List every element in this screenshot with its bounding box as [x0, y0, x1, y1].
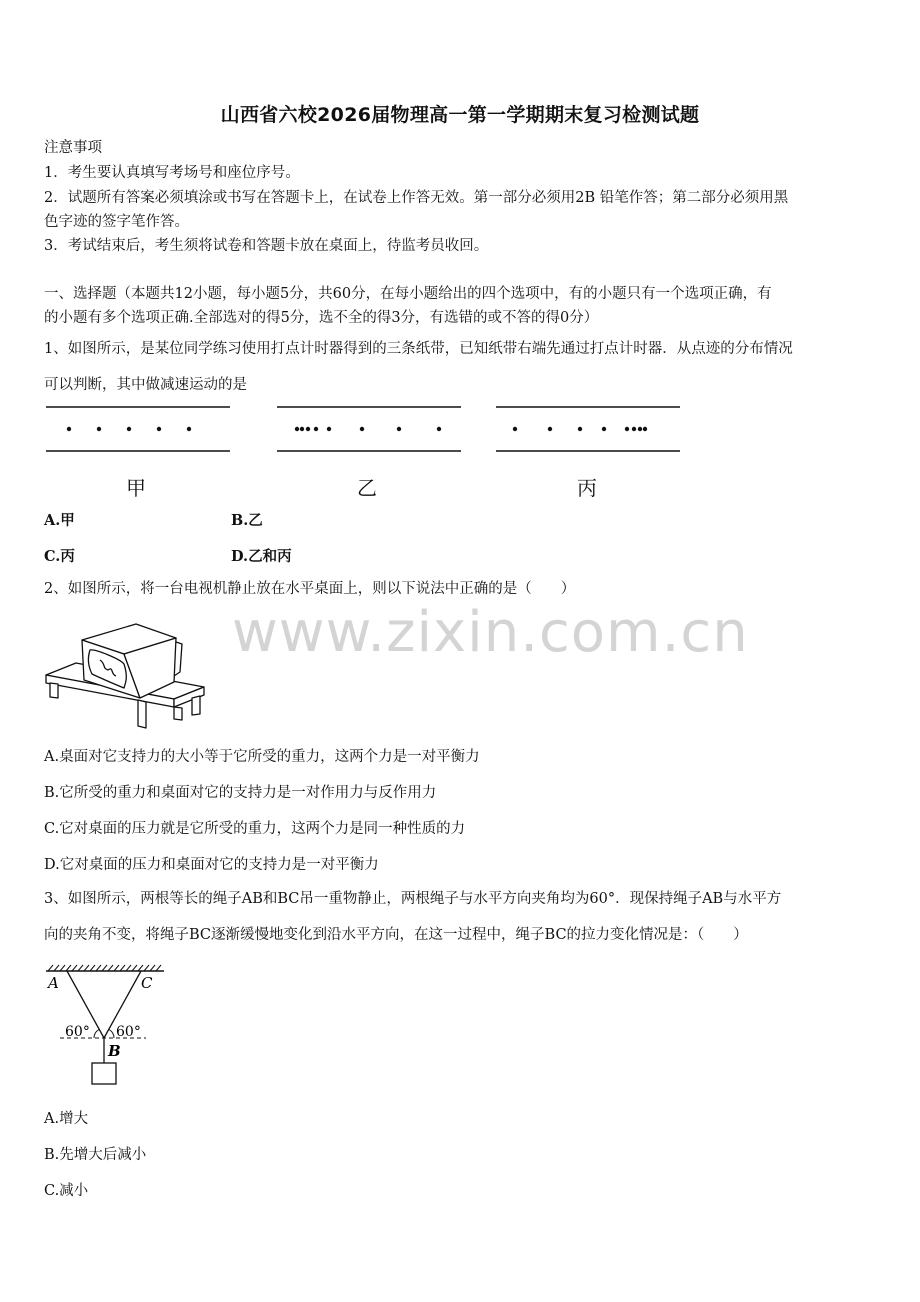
- watermark: www.zixin.com.cn: [232, 600, 749, 665]
- q2-option-b[interactable]: B.它所受的重力和桌面对它的支持力是一对作用力与反作用力: [44, 785, 437, 801]
- q3-option-b[interactable]: B.先增大后减小: [44, 1147, 147, 1163]
- q1-option-b[interactable]: B.乙: [231, 512, 263, 529]
- angle-label-right: 60°: [116, 1024, 141, 1040]
- notice-heading: 注意事项: [44, 140, 102, 156]
- q3-stem-line-1: 3、如图所示，两根等长的绳子AB和BC吊一重物静止，两根绳子与水平方向夹角均为60°．现保持绳子AB与水平方: [44, 891, 782, 907]
- q3-option-a[interactable]: A.增大: [44, 1111, 89, 1127]
- section-heading-line-1: 一、选择题（本题共12小题，每小题5分，共60分，在每小题给出的四个选项中，有的小题只有一个选项正确，有: [44, 286, 772, 302]
- tape-label-jia: 甲: [126, 476, 146, 500]
- q1-option-d[interactable]: D.乙和丙: [231, 548, 292, 565]
- q2-option-d[interactable]: D.它对桌面的压力和桌面对它的支持力是一对平衡力: [44, 857, 379, 873]
- tape-jia: [46, 407, 230, 451]
- label-b: B: [108, 1042, 121, 1060]
- notice-item-1: 1．考生要认真填写考场号和座位序号。: [44, 165, 300, 181]
- tv-on-table-figure: [40, 618, 210, 730]
- q2-stem: 2、如图所示，将一台电视机静止放在水平桌面上，则以下说法中正确的是（ ）: [44, 581, 576, 597]
- notice-item-2-continued: 色字迹的签字笔作答。: [44, 214, 189, 230]
- label-a: A: [48, 974, 59, 992]
- section-heading-line-2: 的小题有多个选项正确.全部选对的得5分，选不全的得3分，有选错的或不答的得0分）: [44, 310, 599, 326]
- rope-suspension-figure: [40, 960, 170, 1088]
- q1-option-a[interactable]: A.甲: [44, 512, 75, 529]
- tape-yi: [277, 407, 461, 451]
- angle-label-left: 60°: [65, 1024, 90, 1040]
- label-c: C: [141, 974, 153, 992]
- q2-option-c[interactable]: C.它对桌面的压力就是它所受的重力，这两个力是同一种性质的力: [44, 821, 466, 837]
- q1-stem-line-2: 可以判断，其中做减速运动的是: [44, 377, 247, 393]
- q3-stem-line-2: 向的夹角不变，将绳子BC逐渐缓慢地变化到沿水平方向，在这一过程中，绳子BC的拉力变化情况是：（ ）: [44, 927, 748, 943]
- page-title: 山西省六校2026届物理高一第一学期期末复习检测试题: [220, 104, 700, 126]
- q3-option-c[interactable]: C.减小: [44, 1183, 89, 1199]
- notice-item-2: 2．试题所有答案必须填涂或书写在答题卡上，在试卷上作答无效。第一部分必须用2B 铅笔作答；第二部分必须用黑: [44, 190, 789, 206]
- q2-option-a[interactable]: A.桌面对它支持力的大小等于它所受的重力，这两个力是一对平衡力: [44, 749, 480, 765]
- tape-bing: [496, 407, 680, 451]
- tape-label-yi: 乙: [357, 476, 377, 500]
- q1-stem-line-1: 1、如图所示，是某位同学练习使用打点计时器得到的三条纸带，已知纸带右端先通过打点计时器．从点迹的分布情况: [44, 341, 793, 357]
- notice-item-3: 3．考试结束后，考生须将试卷和答题卡放在桌面上，待监考员收回。: [44, 238, 489, 254]
- q1-option-c[interactable]: C.丙: [44, 548, 75, 565]
- tape-label-bing: 丙: [577, 476, 597, 500]
